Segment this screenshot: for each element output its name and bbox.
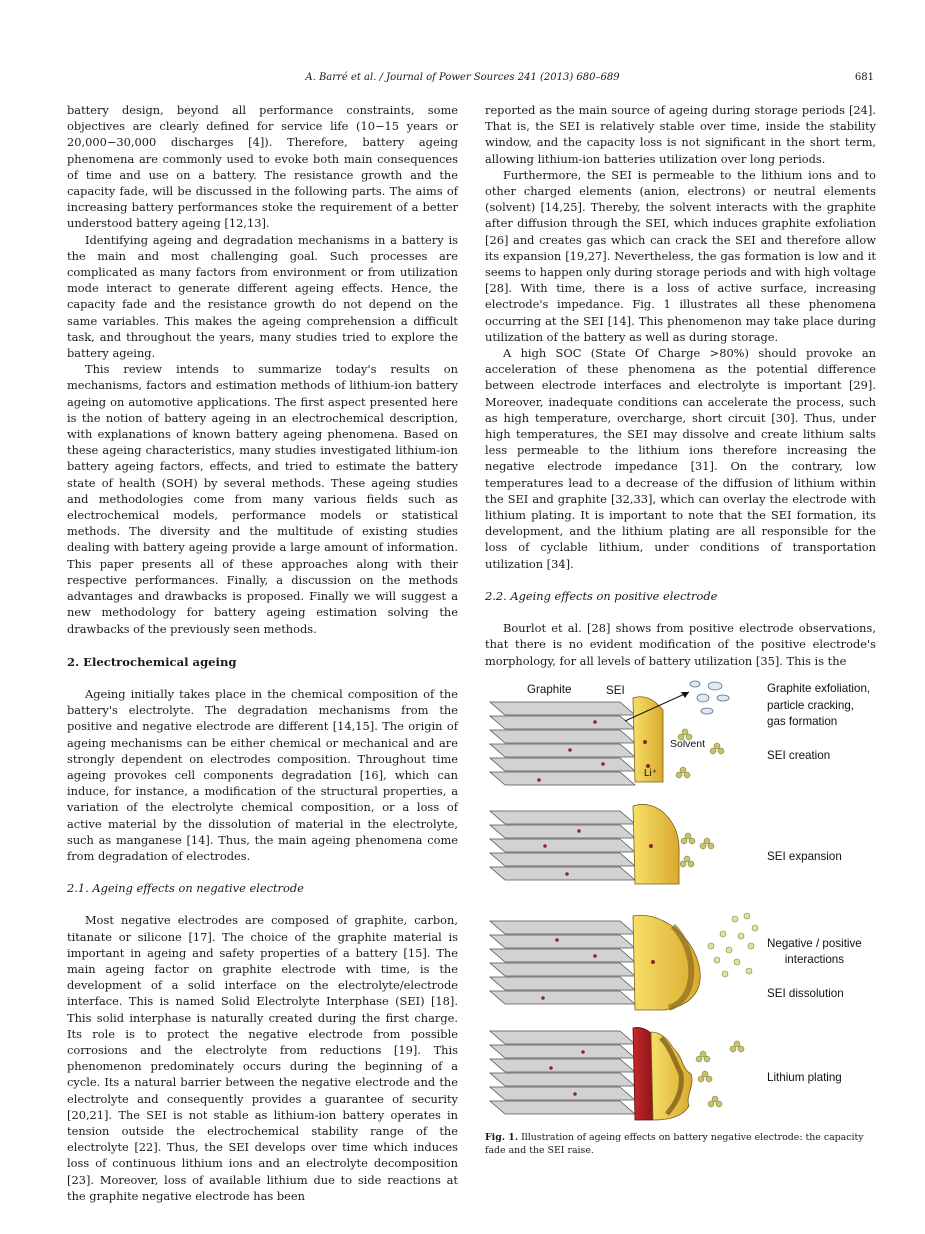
page-number: 681 [854, 72, 874, 83]
left-column [67, 102, 458, 1204]
label-lithium-ion: Li⁺ [644, 768, 658, 779]
label-interactions: Negative / positive interactions [767, 937, 862, 966]
label-exfoliation: Graphite exfoliation, particle cracking, gas formation [767, 682, 871, 728]
running-title: A. Barré et al. / Journal of Power Sources 241 (2013) 680–689 [305, 72, 620, 83]
section-heading: 2. Electrochemical ageing [67, 654, 237, 669]
paragraph: Identifying ageing and degradation mechanisms in a battery is the main and most challenging goal. Such processes are complicated as many factors from environment or from utilization mode interact to generate different ageing effects. Hence, the capacity fade and the resistance growth do not depend on the same variables. This makes the ageing comprehension a difficult task, and throughout the years, many studies tried to explore the battery ageing. [67, 232, 458, 361]
panel-sei-dissolution [490, 913, 758, 1010]
graphite-layers [490, 702, 635, 785]
label-sei-creation: SEI creation [767, 749, 831, 762]
figure-1 [485, 676, 880, 1126]
lithium-plating-layer [633, 1027, 653, 1120]
paragraph: battery design, beyond all performance constraints, some objectives are clearly defined for service life (10−15 years or 20,000−30,000 discharges [4]). Therefore, battery ageing phenomena are commonly used to evoke both main consequences of time and use on a battery. The resistance growth and the capacity fade, will be discussed in the following parts. The aims of increasing battery performances stoke the requirement of a better understood battery ageing [12,13]. [67, 103, 458, 231]
right-column [485, 102, 876, 669]
paragraph: This review intends to summarize today's results on mechanisms, factors and estimation methods of lithium-ion battery ageing on automotive applications. The first aspect presented here is the notion of battery ageing in an electrochemical description, with explanations of known battery ageing phenomena. Based on these ageing characteristics, many studies investigated lithium-ion battery ageing factors, effects, and tried to estimate the battery state of health (SOH) by several methods. These ageing studies and methodologies come from many various fields such as electrochemical models, performance models or statistical methods. The diversity and the multitude of existing studies dealing with battery ageing provide a large amount of information. This paper presents all of these approaches along with their respective performances. Finally, a discussion on the methods advantages and drawbacks is proposed. Finally we will suggest a new methodology for battery ageing estimation solving the drawbacks of the previously seen methods. [67, 362, 458, 636]
subsection-heading: 2.1. Ageing effects on negative electrode [67, 881, 304, 896]
dissolved-particles [708, 913, 758, 977]
caption-label: Fig. 1. [485, 1132, 519, 1143]
gas-bubbles [690, 681, 729, 714]
caption-text: Illustration of ageing effects on battery negative electrode: the capacity fade and the SEI raise. [485, 1132, 864, 1156]
paragraph: Furthermore, the SEI is permeable to the lithium ions and to other charged elements (anion, electrons) or neutral elements (solvent) [14,25]. Thereby, the solvent interacts with the graphite after diffusion through the SEI, which induces graphite exfoliation [26] and creates gas which can crack the SEI and therefore allow its expansion [19,27]. Nevertheless, the gas formation is low and it seems to happen only during storage periods and with high voltage [28]. With time, there is a loss of active surface, increasing electrode's impedance. Fig. 1 illustrates all these phenomena occurring at the SEI [14]. This phenomenon may take place during utilization of the battery as well as during storage. [485, 167, 876, 344]
paragraph: Most negative electrodes are composed of graphite, carbon, titanate or silicone [17]. The choice of the graphite material is important in ageing and safety properties of a battery [15]. The main ageing factor on graphite electrode with time, is the development of a solid interface on the electrolyte/electrode interface. This is named Solid Electrolyte Interphase (SEI) [18]. This solid interphase is naturally created during the first charge. Its role is to protect the negative electrode from possible corrosions and the electrolyte from reductions [19]. This phenomenon predominately occurs during the beginning of a cycle. Its a natural barrier between the negative electrode and the electrolyte and consequently provides a guarantee of security [20,21]. The SEI is not stable as lithium-ion battery operates in tension outside the electrochemical stability range of the electrolyte [22]. Thus, the SEI develops over time which induces loss of continuous lithium ions and an electrolyte decomposition [23]. Moreover, loss of available lithium due to side reactions at the graphite negative electrode has been [67, 913, 458, 1203]
panel-sei-expansion [490, 804, 714, 884]
subsection-heading: 2.2. Ageing effects on positive electrode [485, 588, 718, 603]
label-sei-expansion: SEI expansion [767, 850, 842, 863]
paragraph: A high SOC (State Of Charge >80%) should provoke an acceleration of these phenomena as the potential difference between electrode interfaces and electrolyte is important [29]. Moreover, inadequate conditions can accelerate the process, such as high temperature, overcharge, short circuit [30]. Thus, under high temperatures, the SEI may dissolve and create lithium salts less permeable to the lithium ions therefore increasing the negative electrode impedance [31]. On the contrary, low temperatures lead to a decrease of the diffusion of lithium within the SEI and graphite [32,33], which can overlay the electrode with lithium plating. It is important to note that the SEI formation, its development, and the lithium plating are all responsible for the loss of cyclable lithium, under conditions of transportation utilization [34]. [485, 346, 876, 571]
label-lithium-plating: Lithium plating [767, 1071, 842, 1084]
paragraph: reported as the main source of ageing during storage periods [24]. That is, the SEI is relatively stable over time, inside the stability window, and the capacity loss is not significant in the short term, allowing lithium-ion batteries utilization over long periods. [485, 103, 876, 166]
paragraph: Bourlot et al. [28] shows from positive electrode observations, that there is no evident modification of the positive electrode's morphology, for all levels of battery utilization [35]. This is the [485, 621, 876, 668]
paragraph: Ageing initially takes place in the chemical composition of the battery's electrolyte. The degradation mechanisms from the positive and negative electrode are different [14,15]. The origin of ageing mechanisms can be either chemical or mechanical and are strongly dependent on electrodes composition. Throughout time ageing provokes cell components degradation [16], which can induce, for instance, a modification of the structural properties, a variation of the electrolyte chemical composition, or a loss of active material by the dissolution of material in the electrolyte, such as manganese [14]. Thus, the main ageing phenomena come from degradation of electrodes. [67, 686, 458, 863]
label-sei-dissolution: SEI dissolution [767, 987, 844, 1000]
label-graphite: Graphite [527, 683, 572, 696]
figure-caption [485, 1131, 879, 1157]
label-solvent: Solvent [670, 738, 706, 750]
label-sei: SEI [606, 684, 625, 697]
panel-lithium-plating [490, 1027, 744, 1120]
